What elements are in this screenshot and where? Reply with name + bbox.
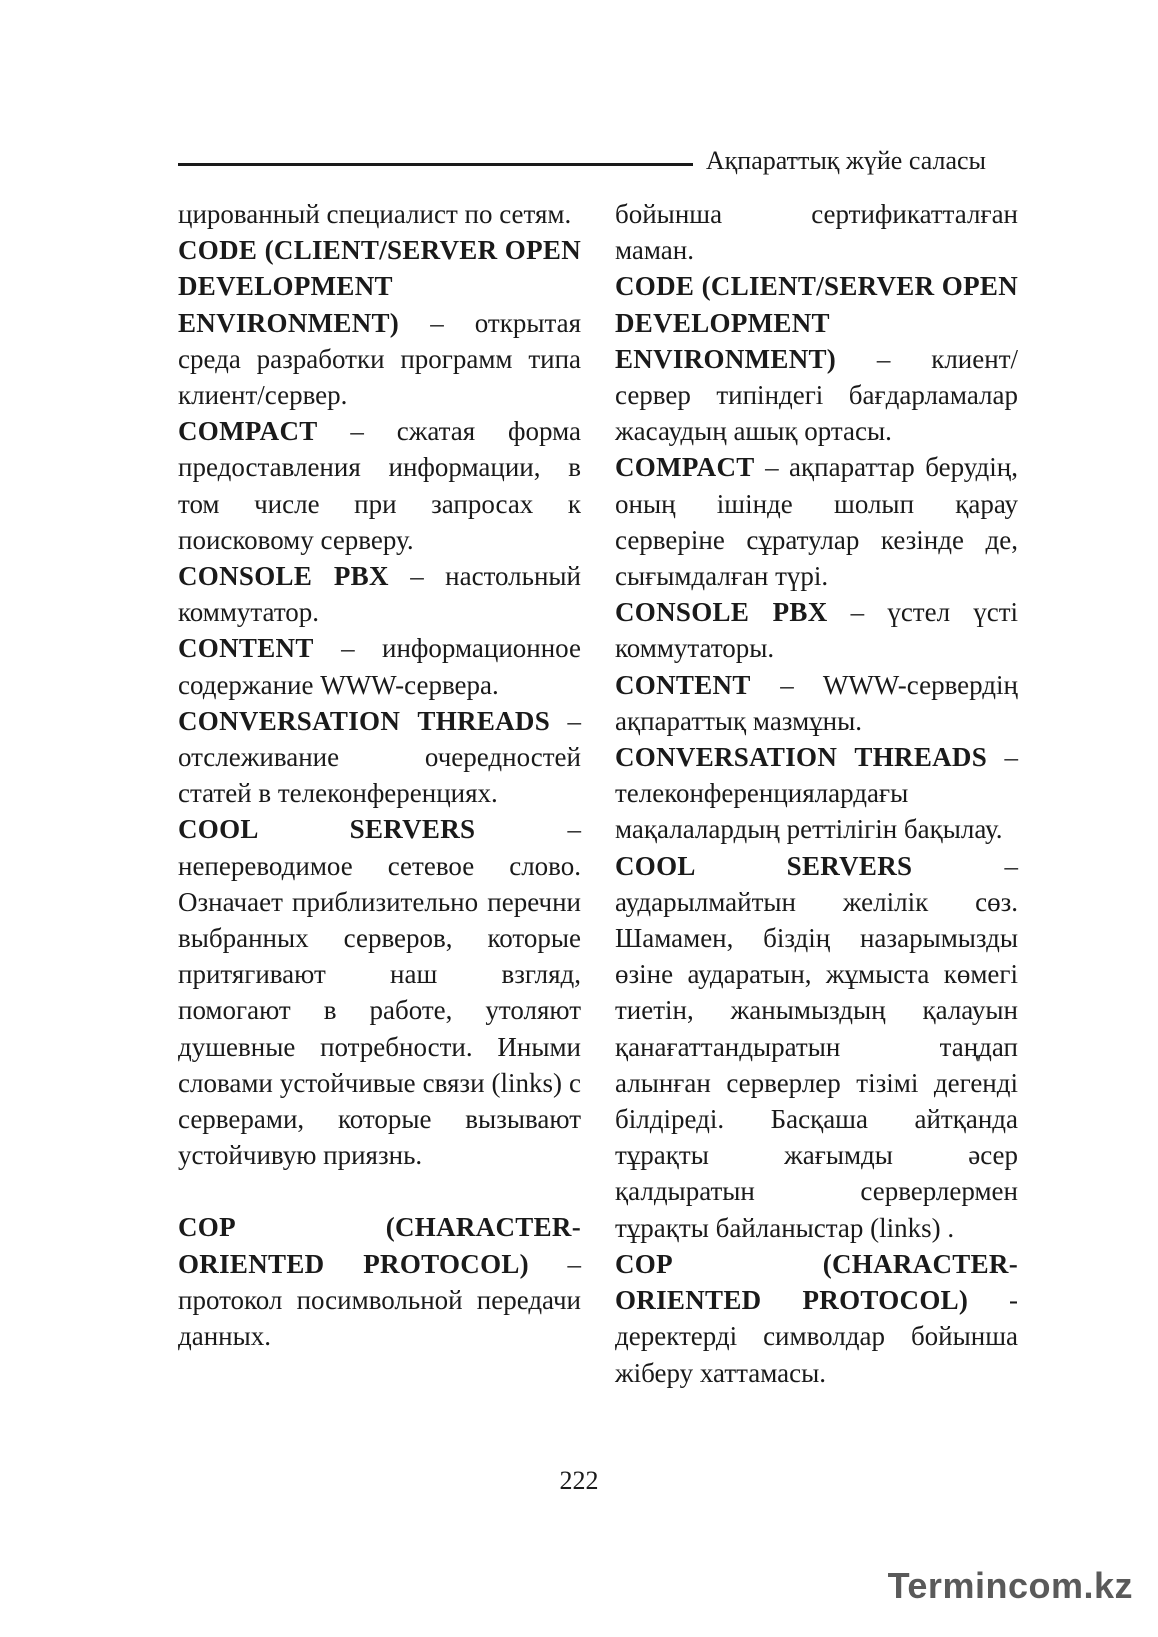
entry-term: CONVERSATION THREADS	[615, 742, 988, 773]
entry-conversation-threads	[615, 739, 1018, 848]
entry-term: CONTENT	[178, 633, 314, 664]
entry-definition: – аударылмайтын желілік сөз. Шамамен, біздің назарымызды өзіне аударатын, жұмыста көмегі тиетін, жанымыздың қалауын қанағаттандыратын таңдап алынған серверлер тізімі дегенді білдіреді. Басқаша айтқанда тұрақты жағымды әсер қалдыратын серверлермен тұрақты байланыстар (links) .	[615, 850, 1018, 1243]
entry-term: COP (CHARACTER-ORIENTED PROTOCOL)	[615, 1248, 1018, 1316]
right-column-kazakh	[615, 196, 1018, 1391]
entry-compact	[615, 449, 1018, 594]
entry-definition: – сжатая форма предоставления информации, в том числе при запросах к поисковому серверу.	[178, 416, 581, 555]
entry-definition: – настольный коммутатор.	[178, 561, 581, 628]
left-column-russian	[178, 196, 581, 1354]
entry-cool-servers	[615, 848, 1018, 1246]
entry-term: COMPACT	[178, 416, 318, 447]
entry-term: CODE (CLIENT/SERVER OPEN DEVELOPMENT ENVIRONMENT)	[615, 271, 1018, 374]
watermark-logo: Termincom.kz	[887, 1565, 1133, 1606]
entry-cop	[178, 1209, 581, 1354]
entry-continuation	[615, 196, 1018, 268]
page-number: 222	[559, 1466, 599, 1495]
entry-console-pbx	[178, 558, 581, 630]
entry-definition: – информационное содержание WWW-сервера.	[178, 633, 581, 700]
entry-conversation-threads	[178, 703, 581, 812]
running-header-title: Ақпараттық жүйе саласы	[705, 146, 986, 175]
entry-definition: – клиент/сервер типіндегі бағдарламалар жасаудың ашық ортасы.	[615, 343, 1018, 447]
entry-term: COP (CHARACTER-ORIENTED PROTOCOL)	[178, 1212, 581, 1279]
entry-definition: – ақпараттар берудің, оның ішінде шолып қарау серверіне сұратулар кезінде де, сығымдалған түрі.	[615, 452, 1018, 592]
entry-content	[615, 667, 1018, 739]
entry-term: COOL SERVERS	[615, 850, 913, 881]
entry-definition: – открытая среда разработки программ типа клиент/сервер.	[178, 307, 581, 411]
entry-definition: - деректерді символдар бойынша жіберу хаттамасы.	[615, 1285, 1018, 1388]
entry-term: CODE (CLIENT/SERVER OPEN DEVELOPMENT ENVIRONMENT)	[178, 235, 581, 338]
entry-code	[615, 268, 1018, 449]
entry-definition: – үстел үсті коммутаторы.	[615, 597, 1018, 664]
entry-definition: цированный специалист по сетям.	[178, 199, 572, 229]
entry-term: COMPACT	[615, 452, 755, 483]
entry-definition: – телеконференциялардағы мақалалардың реттілігін бақылау.	[615, 742, 1019, 845]
entry-definition: – WWW-сервердің ақпараттық мазмұны.	[615, 669, 1018, 736]
entry-definition: – отслеживание очередностей статей в телеконференциях.	[178, 705, 582, 809]
entry-cool-servers	[178, 811, 581, 1173]
entry-definition: бойынша сертификатталған маман.	[615, 199, 1018, 266]
entry-definition: – непереводимое сетевое слово. Означает приблизительно перечни выбранных серверов, которые притягивают наш взгляд, помогают в работе, утоляют душевные потребности. Иными словами устойчивые связи (links) с серверами, которые вызывают устойчивую приязнь.	[178, 814, 581, 1171]
entry-compact	[178, 413, 581, 558]
entry-term: CONVERSATION THREADS	[178, 705, 551, 736]
entry-term: CONSOLE PBX	[178, 561, 389, 592]
header-rule	[178, 163, 693, 166]
entry-term: CONSOLE PBX	[615, 597, 828, 628]
entry-content	[178, 630, 581, 702]
entry-console-pbx	[615, 594, 1018, 666]
entry-cop	[615, 1246, 1018, 1391]
entry-definition: – протокол посимвольной передачи данных.	[178, 1248, 582, 1352]
entry-continuation	[178, 196, 581, 232]
entry-term: COOL SERVERS	[178, 814, 476, 845]
entry-term: CONTENT	[615, 669, 751, 700]
entry-code	[178, 232, 581, 413]
